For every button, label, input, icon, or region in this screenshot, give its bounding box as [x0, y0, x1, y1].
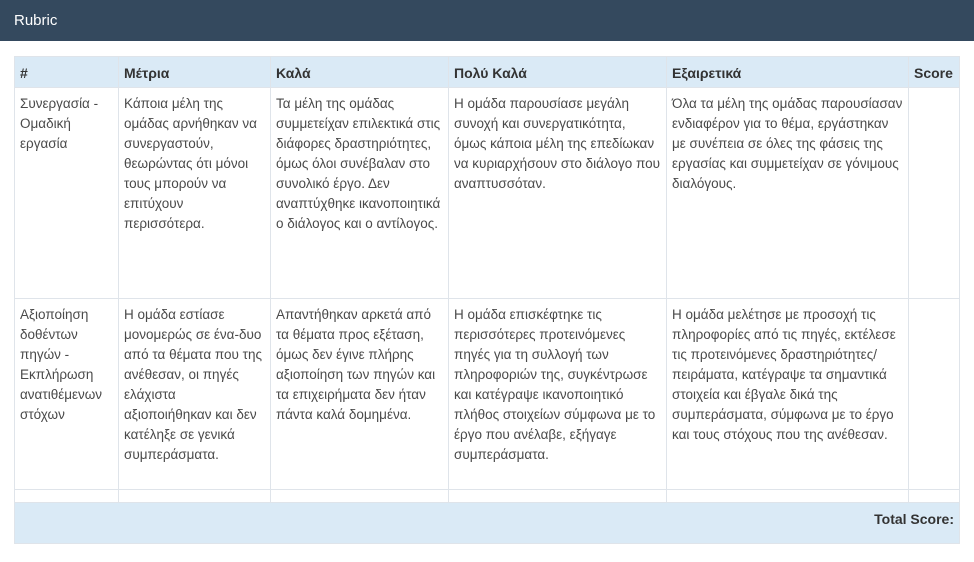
rubric-cell-moderate: Κάποια μέλη της ομάδας αρνήθηκαν να συνεργαστούν, θεωρώντας ότι μόνοι τους μπορούν να επιτύχουν περισσότερα.: [119, 88, 271, 299]
rubric-cell-excellent: Όλα τα μέλη της ομάδας παρουσίασαν ενδιαφέρον για το θέμα, εργάστηκαν με συνέπεια σε όλες της φάσεις της εργασίας και συμμετείχαν σε γόνιμους διαλόγους.: [667, 88, 909, 299]
rubric-cell-good: Τα μέλη της ομάδας συμμετείχαν επιλεκτικά στις διάφορες δραστηριότητες, όμως όλοι συνέβαλαν στο συνολικό έργο. Δεν αναπτύχθηκε ικανοποιητικά ο διάλογος και ο αντίλογος.: [271, 88, 449, 299]
table-header-row: [15, 57, 960, 88]
table-row: [15, 88, 960, 299]
total-score-row: [15, 503, 960, 544]
column-header-number: #: [15, 57, 119, 88]
total-score-label: Total Score:: [15, 503, 960, 544]
criterion-cell: Αξιοποίηση δοθέντων πηγών - Εκπλήρωση ανατιθέμενων στόχων: [15, 299, 119, 490]
empty-row: [15, 490, 960, 503]
table-row: [15, 299, 960, 490]
rubric-cell-very-good: Η ομάδα παρουσίασε μεγάλη συνοχή και συνεργατικότητα, όμως κάποια μέλη της επεδίωκαν να κυριαρχήσουν στο διάλογο που αναπτυσσόταν.: [449, 88, 667, 299]
column-header-very-good: Πολύ Καλά: [449, 57, 667, 88]
column-header-score: Score: [909, 57, 960, 88]
rubric-cell-moderate: Η ομάδα εστίασε μονομερώς σε ένα-δυο από τα θέματα που της ανέθεσαν, οι πηγές ελάχιστα αξιοποιήθηκαν και δεν κατέληξε σε γενικά συμπεράσματα.: [119, 299, 271, 490]
page-title: Rubric: [14, 12, 58, 29]
column-header-moderate: Μέτρια: [119, 57, 271, 88]
rubric-table: [14, 56, 960, 544]
column-header-excellent: Εξαιρετικά: [667, 57, 909, 88]
rubric-title-bar: [0, 0, 974, 41]
rubric-cell-excellent: Η ομάδα μελέτησε με προσοχή τις πληροφορίες από τις πηγές, εκτέλεσε τις προτεινόμενες δραστηριότητες/πειράματα, κατέγραψε τα σημαντικά στοιχεία και έβγαλε δικά της συμπεράσματα, σύμφωνα με το έργο και τους στόχους που της ανέθεσαν.: [667, 299, 909, 490]
rubric-cell-good: Απαντήθηκαν αρκετά από τα θέματα προς εξέταση, όμως δεν έγινε πλήρης αξιοποίηση των πηγών και τα επιχειρήματα δεν ήταν πάντα καλά δομημένα.: [271, 299, 449, 490]
rubric-cell-very-good: Η ομάδα επισκέφτηκε τις περισσότερες προτεινόμενες πηγές για τη συλλογή των πληροφοριών της, συγκέντρωσε και κατέγραψε ικανοποιητικό πλήθος στοιχείων σύμφωνα με το έργο που ανέλαβε, εξήγαγε συμπεράσματα.: [449, 299, 667, 490]
column-header-good: Καλά: [271, 57, 449, 88]
score-cell: [909, 88, 960, 299]
score-cell: [909, 299, 960, 490]
criterion-cell: Συνεργασία - Ομαδική εργασία: [15, 88, 119, 299]
